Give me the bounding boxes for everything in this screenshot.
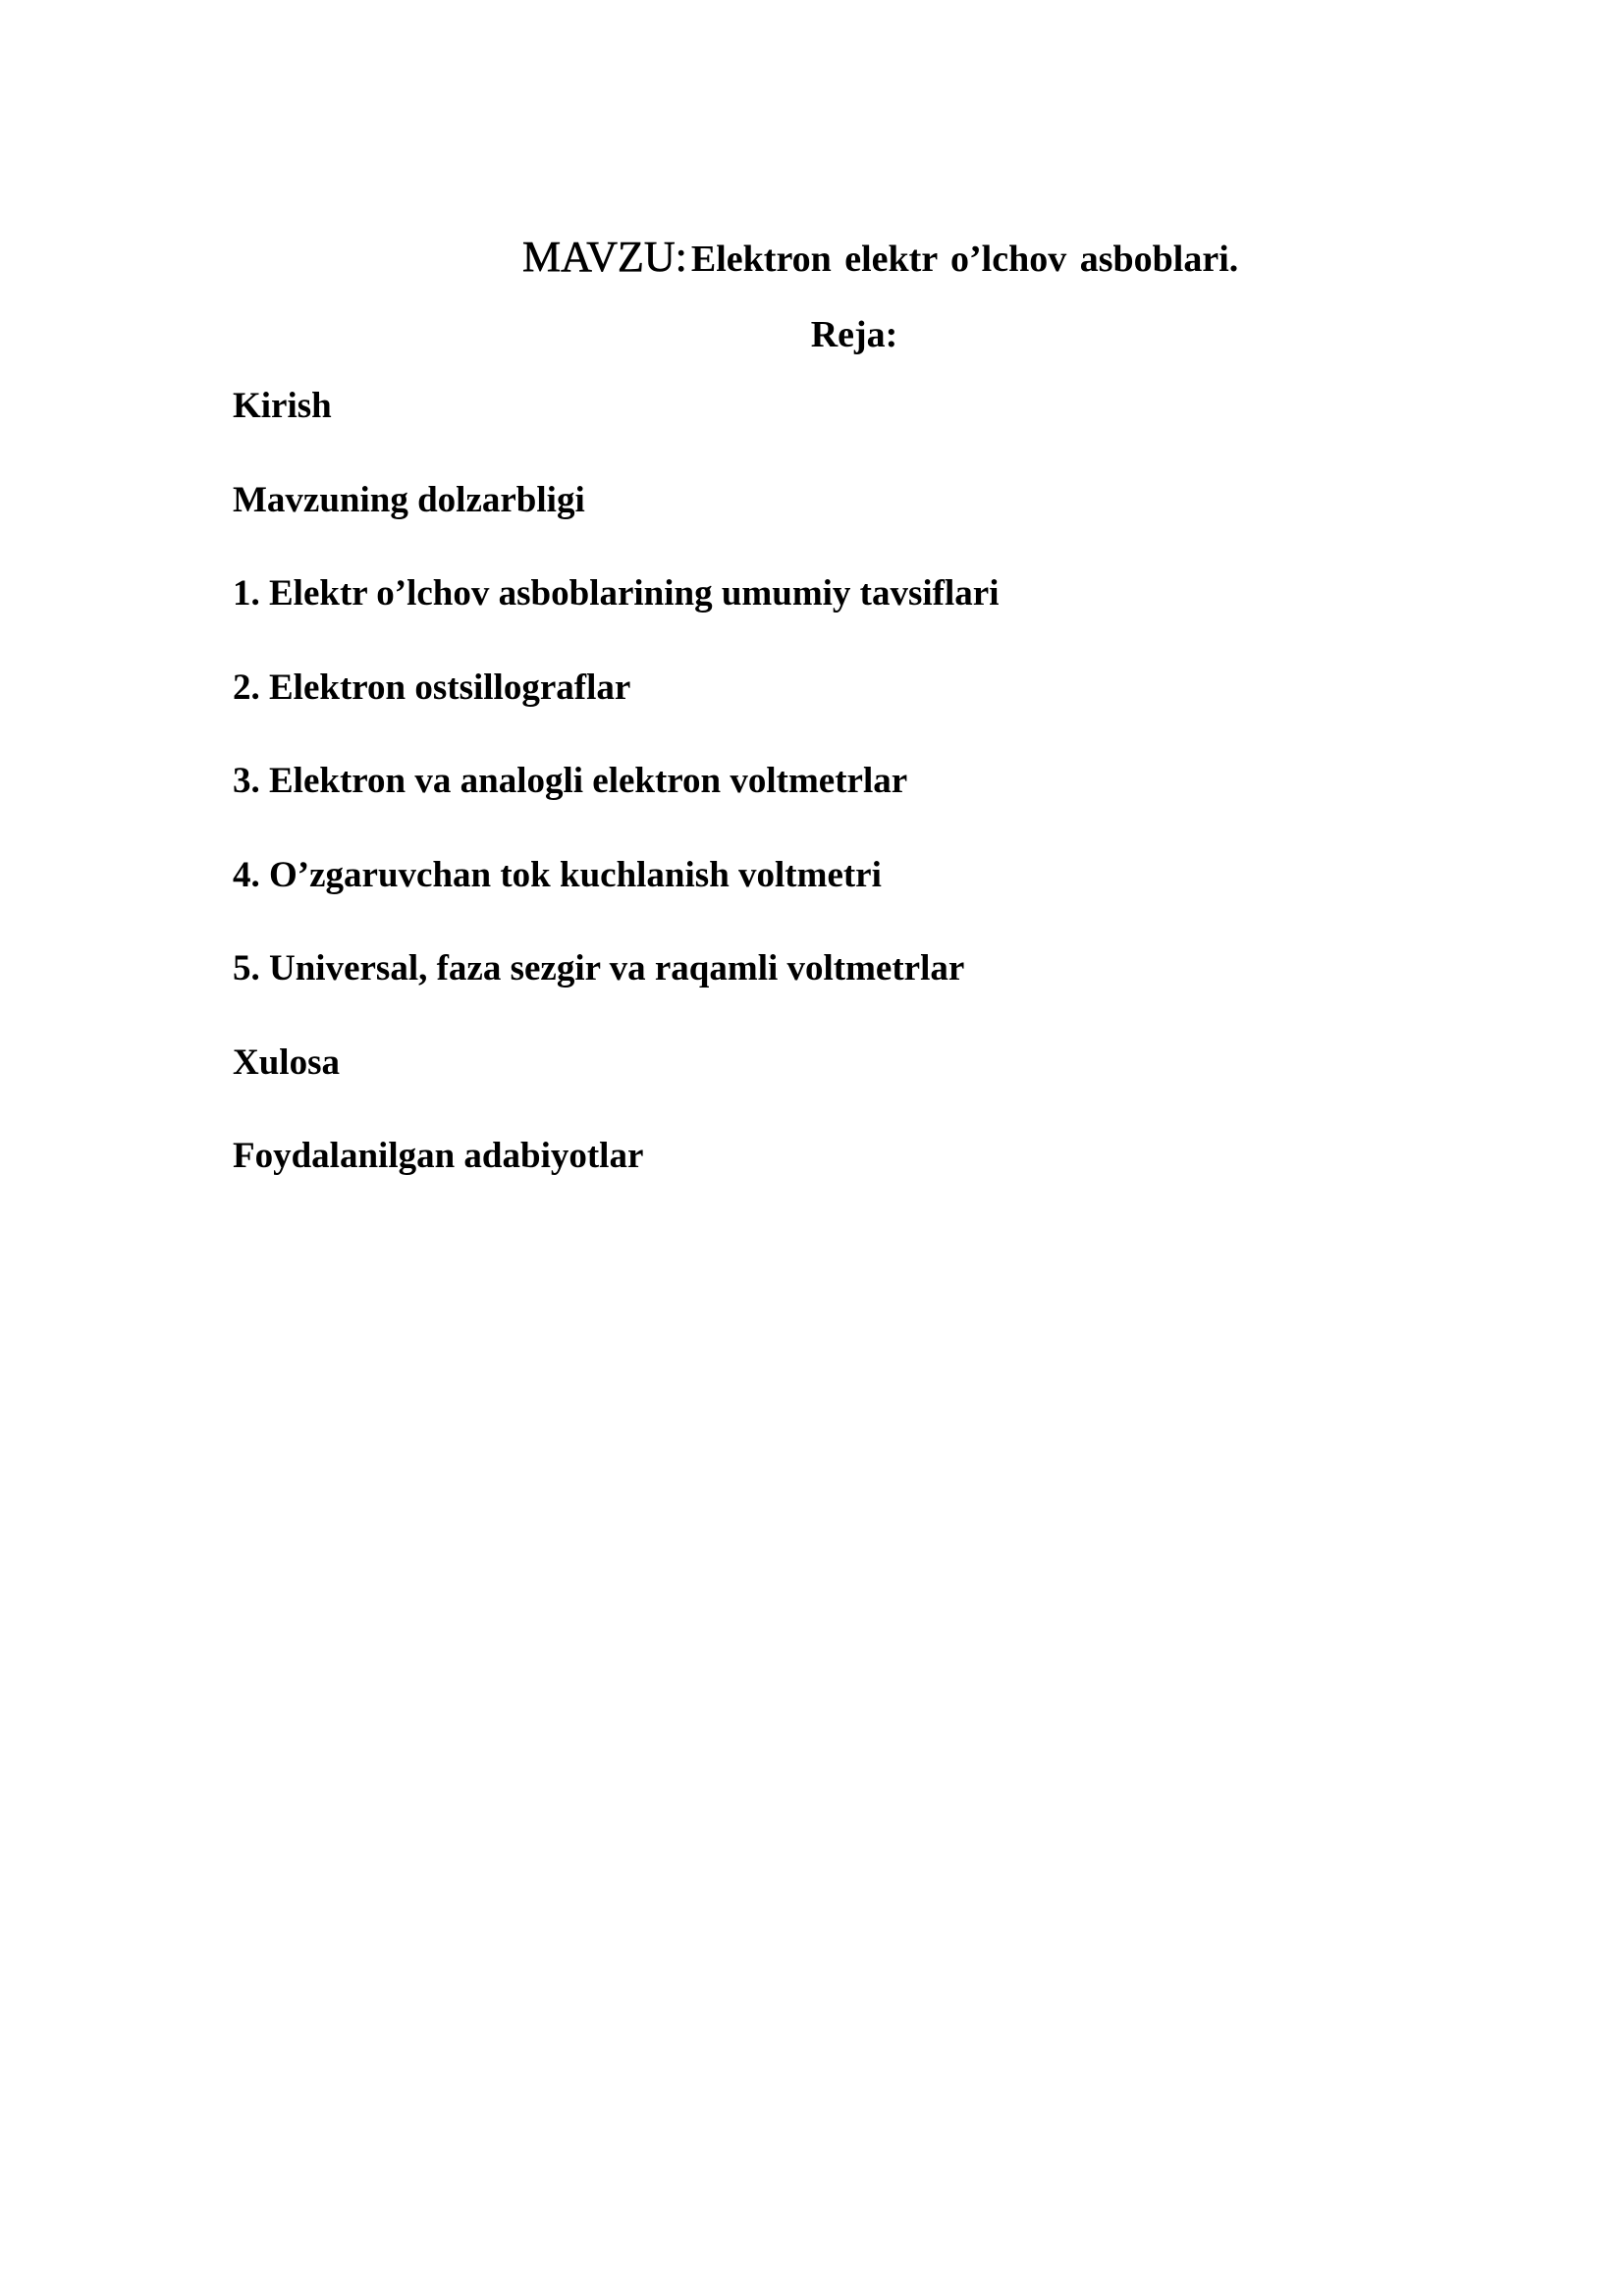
outline-item: Kirish [233,386,332,426]
outline-item: 3. Elektron va analogli elektron voltmetrlar [233,761,908,801]
plan-heading: Reja: [810,314,898,355]
outline-item: Mavzuning dolzarbligi [233,479,585,520]
outline-item: Foydalanilgan adabiyotlar [233,1136,644,1176]
outline-item: 4. O’zgaruvchan tok kuchlanish voltmetri [233,854,882,895]
title-label: MAVZU: [522,233,687,281]
document-title [522,233,1239,281]
outline-item: 2. Elektron ostsillograflar [233,667,631,708]
outline-item: 1. Elektr o’lchov asboblarining umumiy tavsiflari [233,573,1000,614]
outline-item: Xulosa [233,1041,340,1083]
title-text: Elektron elektr o’lchov asboblari. [690,239,1239,280]
outline-item: 5. Universal, faza sezgir va raqamli voltmetrlar [233,948,965,988]
plan-outline [233,388,1000,1232]
